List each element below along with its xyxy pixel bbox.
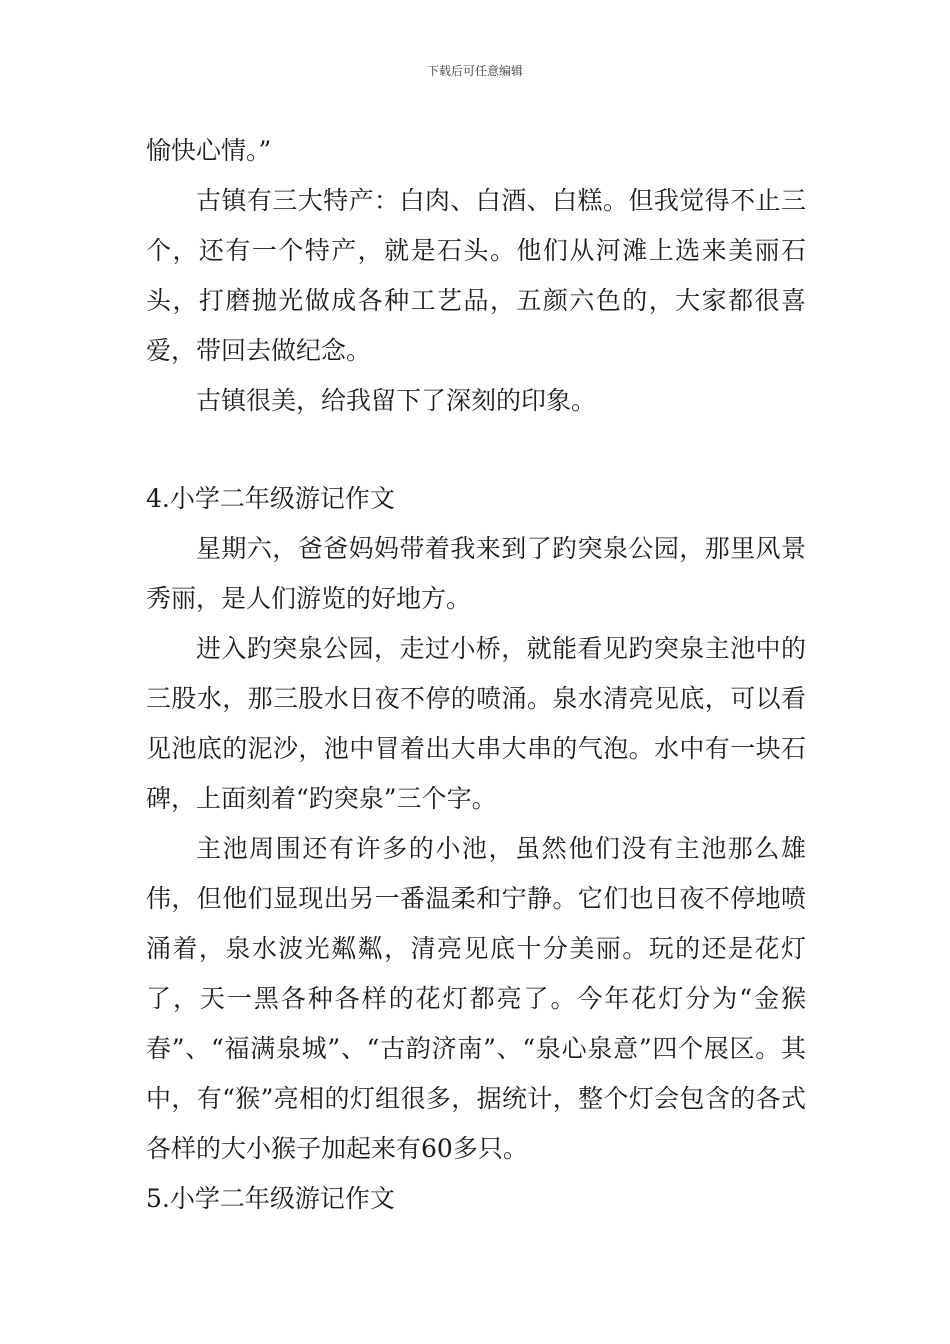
paragraph-main-pool: 进入趵突泉公园，走过小桥，就能看见趵突泉主池中的三股水，那三股水日夜不停的喷涌。泉水清亮见底，可以看见池底的泥沙，池中冒着出大串大串的气泡。水中有一块石碑，上面刻着“趵突泉”三个字。	[146, 634, 806, 813]
paragraph-impression: 古镇很美，给我留下了深刻的印象。	[196, 386, 597, 415]
section-heading-4: 4.小学二年级游记作文	[146, 484, 395, 513]
section-heading-5: 5.小学二年级游记作文	[146, 1184, 395, 1213]
paragraph-small-pools: 主池周围还有许多的小池，虽然他们没有主池那么雄伟，但他们显现出另一番温柔和宁静。它们也日夜不停地喷涌着，泉水波光粼粼，清亮见底十分美丽。玩的还是花灯了，天一黑各种各样的花灯都亮了。今年花灯分为“金猴春”、“福满泉城”、“古韵济南”、“泉心泉意”四个展区。其中，有“猴”亮相的灯组很多，据统计，整个灯会包含的各式各样的大小猴子加起来有60多只。	[146, 834, 806, 1163]
paragraph-continuation: 愉快心情。”	[146, 136, 272, 165]
section-gap	[146, 426, 806, 474]
page-header: 下载后可任意编辑	[426, 64, 523, 78]
document-body	[146, 126, 806, 1224]
paragraph-saturday: 星期六，爸爸妈妈带着我来到了趵突泉公园，那里风景秀丽，是人们游览的好地方。	[146, 534, 806, 613]
paragraph-specialties: 古镇有三大特产：白肉、白酒、白糕。但我觉得不止三个，还有一个特产，就是石头。他们从河滩上选来美丽石头，打磨抛光做成各种工艺品，五颜六色的，大家都很喜爱，带回去做纪念。	[146, 186, 806, 365]
